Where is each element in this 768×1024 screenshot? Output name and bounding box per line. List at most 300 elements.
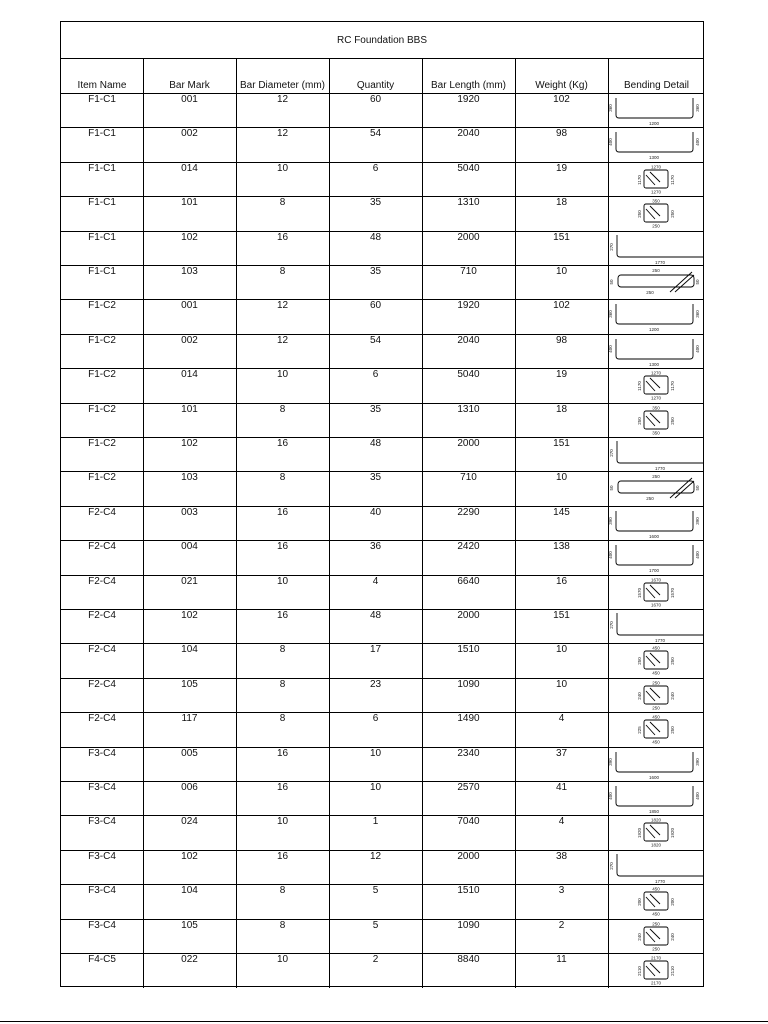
item-name-cell: F3-C4 bbox=[88, 782, 116, 793]
bend-dim-right: 250 bbox=[670, 726, 675, 734]
bending-detail-diagram bbox=[608, 782, 705, 815]
bar-length-cell: 1090 bbox=[457, 919, 480, 931]
bar-shape-stirrup bbox=[644, 411, 668, 429]
bend-dim-right: 1920 bbox=[670, 828, 675, 839]
bend-dim-bottom: 2170 bbox=[650, 980, 662, 986]
bend-dim-bottom: 1600 bbox=[648, 533, 660, 539]
bar-shape-u bbox=[616, 752, 693, 772]
bend-dim-right: 360 bbox=[695, 310, 700, 319]
bend-dim-top: 1270 bbox=[650, 370, 662, 376]
bend-dim-right: 400 bbox=[695, 138, 700, 147]
bar-shape-u bbox=[616, 339, 693, 359]
bar-length-cell: 2000 bbox=[457, 231, 480, 243]
quantity-cell: 6 bbox=[372, 369, 379, 381]
header-weight: Weight (Kg) bbox=[535, 80, 588, 91]
weight-cell: 98 bbox=[555, 334, 568, 346]
bar-diameter-cell: 8 bbox=[279, 472, 286, 484]
page-footer-rule bbox=[0, 1021, 768, 1022]
weight-cell: 19 bbox=[555, 369, 568, 381]
bar-shape-stirrup bbox=[644, 583, 668, 601]
bend-dim-left: 1920 bbox=[637, 828, 642, 839]
bend-dim-left: 400 bbox=[608, 551, 613, 559]
bend-dim-left: 240 bbox=[637, 692, 642, 700]
bend-dim-bottom: 250 bbox=[652, 946, 660, 952]
bar-mark-cell: 102 bbox=[181, 231, 198, 243]
bend-dim-top: 1270 bbox=[650, 164, 662, 170]
bending-detail-diagram bbox=[608, 197, 705, 230]
header-item-name: Item Name bbox=[77, 80, 127, 91]
bending-detail-diagram bbox=[608, 94, 705, 127]
header-bar-diameter: Bar Diameter (mm) bbox=[239, 80, 325, 91]
bar-shape-u bbox=[616, 132, 693, 152]
bar-diameter-cell: 12 bbox=[276, 300, 289, 312]
weight-cell: 145 bbox=[553, 506, 570, 518]
bending-detail-diagram bbox=[608, 954, 705, 987]
bend-dim-left: 250 bbox=[637, 210, 642, 218]
quantity-cell: 17 bbox=[369, 644, 382, 656]
item-name-cell: F1-C1 bbox=[88, 231, 116, 243]
bend-dim-left: 50 bbox=[609, 485, 614, 491]
bar-length-cell: 2000 bbox=[457, 438, 480, 449]
bar-length-cell: 2000 bbox=[457, 850, 480, 862]
header-bar-mark: Bar Mark bbox=[169, 80, 210, 91]
bend-dim-right: 360 bbox=[695, 104, 700, 112]
bend-dim-right: 250 bbox=[670, 416, 675, 425]
bar-mark-cell: 103 bbox=[181, 472, 198, 484]
bbs-sheet bbox=[60, 21, 704, 987]
quantity-cell: 54 bbox=[369, 334, 382, 346]
bar-diameter-cell: 16 bbox=[276, 610, 289, 621]
bending-detail-diagram bbox=[608, 369, 705, 402]
bend-dim-right: 400 bbox=[695, 551, 700, 559]
item-name-cell: F2-C4 bbox=[88, 575, 116, 587]
bar-shape-stirrup bbox=[644, 651, 668, 669]
bar-mark-cell: 003 bbox=[181, 506, 198, 518]
bar-diameter-cell: 8 bbox=[279, 644, 286, 656]
bar-diameter-cell: 8 bbox=[279, 403, 286, 415]
bar-diameter-cell: 10 bbox=[276, 575, 289, 587]
bar-mark-cell: 102 bbox=[181, 438, 198, 449]
bend-dim-right: 200 bbox=[670, 898, 675, 906]
item-name-cell: F1-C1 bbox=[88, 197, 116, 209]
bar-length-cell: 2340 bbox=[457, 747, 480, 759]
header-bending-detail: Bending Detail bbox=[623, 80, 690, 91]
weight-cell: 16 bbox=[555, 575, 568, 587]
bend-dim-left: 1170 bbox=[637, 381, 642, 392]
quantity-cell: 48 bbox=[369, 438, 382, 449]
bend-dim-left: 250 bbox=[637, 657, 642, 666]
bend-dim-bottom: 1300 bbox=[648, 361, 660, 367]
bend-dim-left: 400 bbox=[608, 345, 613, 353]
bending-detail-diagram bbox=[608, 438, 705, 471]
bend-dim-right: 50 bbox=[695, 279, 700, 285]
quantity-cell: 48 bbox=[369, 610, 382, 621]
quantity-cell: 4 bbox=[372, 575, 379, 587]
bend-dim-top: 1820 bbox=[650, 817, 662, 823]
weight-cell: 4 bbox=[558, 816, 565, 828]
bending-detail-diagram bbox=[608, 335, 705, 368]
bar-mark-cell: 002 bbox=[181, 128, 198, 140]
bending-detail-diagram bbox=[608, 920, 705, 953]
bar-diameter-cell: 12 bbox=[276, 334, 289, 346]
bend-dim-right: 400 bbox=[695, 345, 700, 353]
hook-line bbox=[675, 481, 694, 498]
bend-dim-left: 200 bbox=[637, 898, 642, 906]
weight-cell: 18 bbox=[555, 403, 568, 415]
bar-shape-stirrup bbox=[644, 823, 668, 841]
weight-cell: 10 bbox=[555, 472, 568, 484]
bend-dim-bottom: 250 bbox=[652, 223, 660, 229]
bar-diameter-cell: 16 bbox=[276, 506, 289, 518]
bending-detail-diagram bbox=[608, 851, 705, 884]
header-quantity: Quantity bbox=[356, 80, 395, 91]
bar-length-cell: 1510 bbox=[457, 644, 480, 656]
bar-length-cell: 6640 bbox=[457, 575, 480, 587]
bend-dim-right: 400 bbox=[695, 792, 700, 800]
item-name-cell: F3-C4 bbox=[88, 919, 116, 931]
bar-diameter-cell: 8 bbox=[279, 885, 286, 897]
bend-dim-left: 1170 bbox=[637, 174, 642, 185]
bending-detail-diagram bbox=[608, 576, 705, 609]
hook-line bbox=[646, 966, 655, 976]
bar-mark-cell: 104 bbox=[181, 885, 198, 897]
hook-line bbox=[646, 897, 655, 907]
bar-diameter-cell: 8 bbox=[279, 678, 286, 690]
bending-detail-diagram bbox=[608, 748, 705, 781]
bar-diameter-cell: 12 bbox=[276, 94, 289, 105]
bend-dim-top: 2170 bbox=[650, 955, 662, 961]
bend-dim-top: 250 bbox=[652, 680, 660, 686]
item-name-cell: F1-C2 bbox=[88, 403, 116, 415]
bend-dim-bottom: 1200 bbox=[648, 121, 660, 126]
bend-dim-left: 360 bbox=[608, 104, 613, 112]
bend-dim-right: 1170 bbox=[670, 381, 675, 392]
bend-dim-bottom: 450 bbox=[652, 739, 660, 745]
weight-cell: 18 bbox=[555, 197, 568, 209]
hook-line bbox=[675, 275, 694, 292]
bar-shape-stirrup bbox=[644, 927, 668, 945]
bend-dim-bottom: 1270 bbox=[650, 395, 662, 401]
bar-shape-stirrup bbox=[644, 204, 668, 222]
bend-dim-left: 270 bbox=[609, 621, 614, 629]
bend-dim-right: 50 bbox=[695, 485, 700, 491]
item-name-cell: F3-C4 bbox=[88, 850, 116, 862]
quantity-cell: 5 bbox=[372, 885, 379, 897]
item-name-cell: F1-C2 bbox=[88, 472, 116, 484]
bar-mark-cell: 004 bbox=[181, 541, 198, 553]
bend-dim-left: 50 bbox=[609, 279, 614, 285]
item-name-cell: F2-C4 bbox=[88, 541, 116, 553]
bend-dim-left: 270 bbox=[609, 862, 614, 870]
bar-diameter-cell: 10 bbox=[276, 369, 289, 381]
bar-mark-cell: 021 bbox=[181, 575, 198, 587]
bar-length-cell: 710 bbox=[460, 472, 477, 484]
hook-line bbox=[646, 416, 655, 426]
bend-dim-bottom: 1300 bbox=[648, 155, 660, 161]
weight-cell: 102 bbox=[553, 300, 570, 312]
weight-cell: 151 bbox=[553, 610, 570, 621]
header-bar-length: Bar Length (mm) bbox=[430, 80, 507, 91]
bar-shape-stirrup bbox=[644, 170, 668, 188]
weight-cell: 4 bbox=[558, 713, 565, 725]
bend-dim-bottom: 250 bbox=[646, 290, 654, 295]
bar-diameter-cell: 10 bbox=[276, 954, 289, 965]
hook-line bbox=[646, 725, 655, 735]
bend-dim-right: 1170 bbox=[670, 174, 675, 185]
bending-detail-diagram bbox=[608, 300, 705, 333]
bar-mark-cell: 105 bbox=[181, 919, 198, 931]
bar-length-cell: 1510 bbox=[457, 885, 480, 897]
hook-line bbox=[646, 175, 655, 185]
bending-detail-diagram bbox=[608, 816, 705, 849]
bend-dim-top: 250 bbox=[652, 474, 660, 480]
weight-cell: 19 bbox=[555, 162, 568, 174]
bending-detail-diagram bbox=[608, 163, 705, 196]
bending-detail-diagram bbox=[608, 885, 705, 918]
bar-shape-u bbox=[616, 511, 693, 531]
bar-shape-stirrup bbox=[644, 376, 668, 394]
bend-dim-left: 400 bbox=[608, 138, 613, 147]
bend-dim-top: 450 bbox=[652, 886, 660, 892]
bar-length-cell: 5040 bbox=[457, 162, 480, 174]
bend-dim-right: 240 bbox=[670, 932, 675, 941]
sheet-title: RC Foundation BBS bbox=[61, 22, 703, 59]
bar-mark-cell: 105 bbox=[181, 678, 198, 690]
bar-mark-cell: 101 bbox=[181, 403, 198, 415]
item-name-cell: F3-C4 bbox=[88, 816, 116, 828]
bar-mark-cell: 101 bbox=[181, 197, 198, 209]
bar-length-cell: 2290 bbox=[457, 506, 480, 518]
item-name-cell: F1-C1 bbox=[88, 266, 116, 277]
bar-length-cell: 1920 bbox=[457, 300, 480, 312]
bar-diameter-cell: 16 bbox=[276, 782, 289, 793]
quantity-cell: 35 bbox=[369, 266, 382, 277]
bend-dim-top: 250 bbox=[652, 921, 660, 927]
bend-dim-bottom: 1700 bbox=[648, 568, 660, 574]
weight-cell: 10 bbox=[555, 678, 568, 690]
bar-diameter-cell: 8 bbox=[279, 713, 286, 725]
bar-diameter-cell: 8 bbox=[279, 266, 286, 277]
quantity-cell: 10 bbox=[369, 782, 382, 793]
hook-line bbox=[646, 828, 655, 838]
bending-detail-diagram bbox=[608, 713, 705, 746]
item-name-cell: F2-C4 bbox=[88, 506, 116, 518]
bend-dim-bottom: 1770 bbox=[654, 638, 666, 643]
bar-mark-cell: 104 bbox=[181, 644, 198, 656]
bar-mark-cell: 014 bbox=[181, 162, 198, 174]
hook-line bbox=[646, 209, 655, 219]
bar-shape-stirrup bbox=[644, 720, 668, 738]
bend-dim-left: 390 bbox=[608, 517, 613, 525]
bar-diameter-cell: 10 bbox=[276, 162, 289, 174]
weight-cell: 98 bbox=[555, 128, 568, 140]
weight-cell: 10 bbox=[555, 266, 568, 277]
bar-mark-cell: 006 bbox=[181, 782, 198, 793]
bend-dim-top: 350 bbox=[652, 198, 660, 204]
bending-detail-diagram bbox=[608, 232, 705, 265]
bend-dim-right: 240 bbox=[670, 692, 675, 700]
bend-dim-right: 250 bbox=[670, 657, 675, 666]
bar-diameter-cell: 12 bbox=[276, 128, 289, 140]
bar-length-cell: 1310 bbox=[457, 197, 480, 209]
bend-dim-left: 270 bbox=[609, 242, 614, 251]
bar-length-cell: 8840 bbox=[457, 954, 480, 965]
item-name-cell: F3-C4 bbox=[88, 747, 116, 759]
quantity-cell: 1 bbox=[372, 816, 379, 828]
bend-dim-bottom: 1770 bbox=[654, 878, 666, 884]
quantity-cell: 10 bbox=[369, 747, 382, 759]
bending-detail-diagram bbox=[608, 472, 705, 505]
bending-detail-diagram bbox=[608, 507, 705, 540]
bar-mark-cell: 002 bbox=[181, 334, 198, 346]
bar-diameter-cell: 16 bbox=[276, 747, 289, 759]
quantity-cell: 12 bbox=[369, 850, 382, 862]
bar-mark-cell: 024 bbox=[181, 816, 198, 828]
bend-dim-bottom: 1770 bbox=[654, 466, 666, 471]
bar-shape-l bbox=[617, 854, 704, 876]
hook-line bbox=[646, 656, 655, 666]
bar-shape-l bbox=[617, 441, 704, 463]
weight-cell: 102 bbox=[553, 94, 570, 105]
bend-dim-bottom: 1820 bbox=[650, 842, 662, 848]
bend-dim-left: 225 bbox=[637, 726, 642, 734]
bend-dim-left: 360 bbox=[608, 310, 613, 319]
bend-dim-bottom: 1850 bbox=[648, 809, 660, 814]
bending-detail-diagram bbox=[608, 679, 705, 712]
bend-dim-right: 2110 bbox=[670, 966, 675, 976]
bend-dim-bottom: 250 bbox=[652, 705, 660, 711]
bending-detail-diagram bbox=[608, 541, 705, 574]
weight-cell: 37 bbox=[555, 747, 568, 759]
bending-detail-diagram bbox=[608, 128, 705, 161]
bend-dim-left: 1570 bbox=[637, 587, 642, 598]
item-name-cell: F1-C2 bbox=[88, 334, 116, 346]
bar-length-cell: 2570 bbox=[457, 782, 480, 793]
item-name-cell: F1-C1 bbox=[88, 162, 116, 174]
bar-length-cell: 2040 bbox=[457, 128, 480, 140]
bend-dim-bottom: 450 bbox=[652, 670, 660, 676]
bar-length-cell: 1310 bbox=[457, 403, 480, 415]
bar-diameter-cell: 16 bbox=[276, 541, 289, 553]
item-name-cell: F1-C2 bbox=[88, 300, 116, 312]
item-name-cell: F1-C1 bbox=[88, 94, 116, 105]
bend-dim-bottom: 1670 bbox=[650, 602, 662, 608]
bar-shape-stirrup bbox=[644, 961, 668, 979]
bend-dim-bottom: 1200 bbox=[648, 327, 660, 333]
bend-dim-left: 390 bbox=[608, 757, 613, 766]
item-name-cell: F2-C4 bbox=[88, 644, 116, 656]
bend-dim-right: 390 bbox=[695, 517, 700, 525]
weight-cell: 10 bbox=[555, 644, 568, 656]
bar-mark-cell: 103 bbox=[181, 266, 198, 277]
weight-cell: 138 bbox=[553, 541, 570, 553]
item-name-cell: F2-C4 bbox=[88, 678, 116, 690]
quantity-cell: 6 bbox=[372, 162, 379, 174]
item-name-cell: F1-C2 bbox=[88, 369, 116, 381]
bar-shape-u bbox=[616, 98, 693, 118]
item-name-cell: F2-C4 bbox=[88, 610, 116, 621]
item-name-cell: F2-C4 bbox=[88, 713, 116, 725]
bend-dim-right: 390 bbox=[695, 757, 700, 766]
quantity-cell: 54 bbox=[369, 128, 382, 140]
quantity-cell: 35 bbox=[369, 472, 382, 484]
bar-mark-cell: 022 bbox=[181, 954, 198, 965]
bar-shape-stirrup bbox=[644, 686, 668, 704]
bar-shape-u bbox=[616, 545, 693, 565]
bend-dim-left: 400 bbox=[608, 792, 613, 800]
quantity-cell: 35 bbox=[369, 197, 382, 209]
bar-diameter-cell: 10 bbox=[276, 816, 289, 828]
quantity-cell: 5 bbox=[372, 919, 379, 931]
bar-length-cell: 2000 bbox=[457, 610, 480, 621]
bar-shape-u bbox=[616, 304, 693, 324]
bar-diameter-cell: 16 bbox=[276, 231, 289, 243]
bar-length-cell: 7040 bbox=[457, 816, 480, 828]
bar-mark-cell: 001 bbox=[181, 300, 198, 312]
bend-dim-bottom: 450 bbox=[652, 911, 660, 917]
hook-line bbox=[646, 588, 655, 598]
item-name-cell: F1-C1 bbox=[88, 128, 116, 140]
bend-dim-top: 450 bbox=[652, 645, 660, 651]
bar-mark-cell: 102 bbox=[181, 850, 198, 862]
weight-cell: 41 bbox=[555, 782, 568, 793]
bar-diameter-cell: 8 bbox=[279, 197, 286, 209]
weight-cell: 38 bbox=[555, 850, 568, 862]
quantity-cell: 60 bbox=[369, 94, 382, 105]
bend-dim-bottom: 1770 bbox=[654, 259, 666, 265]
bending-detail-diagram bbox=[608, 266, 705, 299]
hook-line bbox=[646, 381, 655, 391]
bar-mark-cell: 117 bbox=[181, 713, 198, 725]
bar-shape-l bbox=[617, 613, 704, 635]
item-name-cell: F1-C2 bbox=[88, 438, 116, 449]
quantity-cell: 2 bbox=[372, 954, 379, 965]
bar-diameter-cell: 16 bbox=[276, 850, 289, 862]
bend-dim-right: 250 bbox=[670, 210, 675, 218]
bar-length-cell: 2040 bbox=[457, 334, 480, 346]
bending-detail-diagram bbox=[608, 644, 705, 677]
bend-dim-right: 1570 bbox=[670, 587, 675, 598]
bend-dim-bottom: 1600 bbox=[648, 774, 660, 780]
bar-shape-l bbox=[617, 235, 704, 257]
bar-mark-cell: 014 bbox=[181, 369, 198, 381]
bar-diameter-cell: 8 bbox=[279, 919, 286, 931]
bend-dim-bottom: 350 bbox=[652, 430, 660, 436]
bend-dim-top: 350 bbox=[652, 405, 660, 411]
quantity-cell: 35 bbox=[369, 403, 382, 415]
bar-shape-u bbox=[616, 786, 693, 806]
bend-dim-top: 250 bbox=[652, 268, 660, 273]
quantity-cell: 40 bbox=[369, 506, 382, 518]
weight-cell: 151 bbox=[553, 231, 570, 243]
bar-mark-cell: 005 bbox=[181, 747, 198, 759]
hook-line bbox=[646, 691, 655, 701]
bending-detail-diagram bbox=[608, 404, 705, 437]
bending-detail-diagram bbox=[608, 610, 705, 643]
weight-cell: 2 bbox=[558, 919, 565, 931]
weight-cell: 151 bbox=[553, 438, 570, 449]
bend-dim-left: 270 bbox=[609, 449, 614, 457]
bend-dim-top: 1670 bbox=[650, 577, 662, 583]
bar-length-cell: 710 bbox=[460, 266, 477, 277]
bar-length-cell: 1920 bbox=[457, 94, 480, 105]
bar-length-cell: 5040 bbox=[457, 369, 480, 381]
bend-dim-bottom: 1270 bbox=[650, 189, 662, 195]
bend-dim-bottom: 250 bbox=[646, 496, 654, 502]
quantity-cell: 23 bbox=[369, 678, 382, 690]
item-name-cell: F4-C5 bbox=[88, 954, 116, 965]
bar-length-cell: 1490 bbox=[457, 713, 480, 725]
